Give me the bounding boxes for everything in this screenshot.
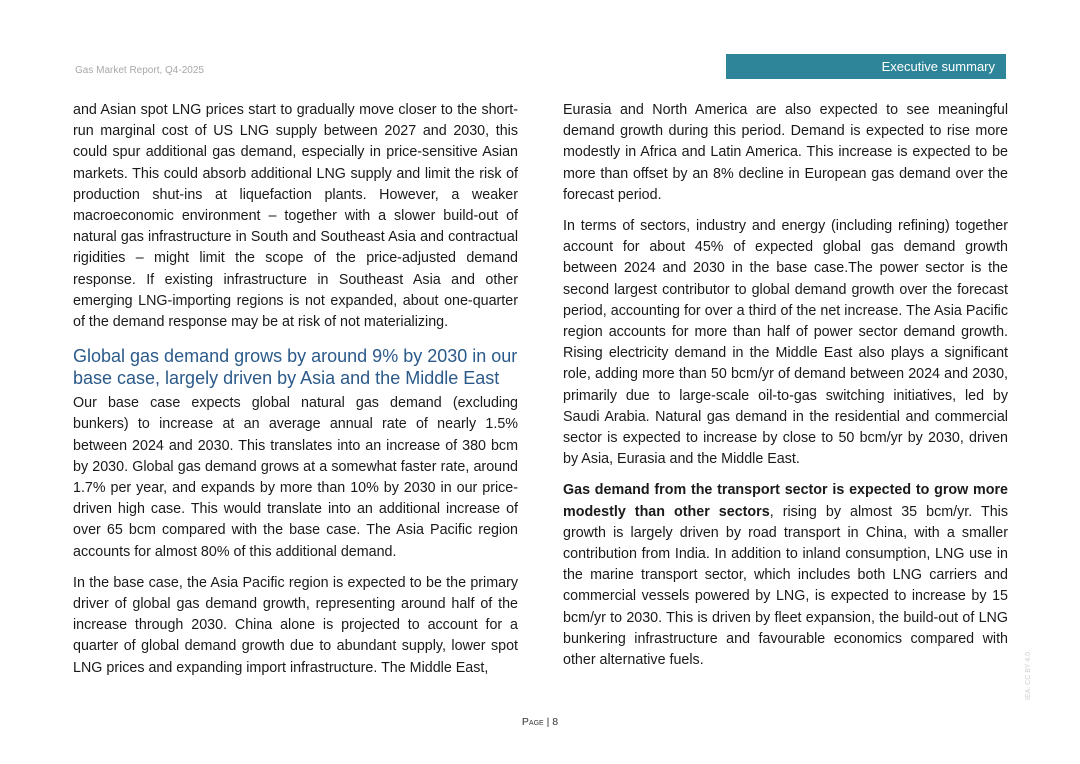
page-separator: |	[543, 716, 553, 728]
paragraph: and Asian spot LNG prices start to gradually move closer to the short-run marginal cost of US LNG supply between 2027 and 2030, this could spur additional gas demand, especially in price-sensitive Asian markets. This could absorb additional LNG supply and limit the risk of production shut-ins at liquefaction plants. However, a weaker macroeconomic environment – together with a slower build-out of natural gas infrastructure in South and Southeast Asia and contractual rigidities – might limit the scope of the price-adjusted demand response. If existing infrastructure in Southeast Asia and other emerging LNG-importing regions is not expanded, about one-quarter of the demand response may be at risk of not materializing.	[73, 102, 518, 331]
page-label: Page	[521, 716, 544, 728]
left-column	[73, 100, 518, 689]
section-label: Executive summary	[726, 54, 1006, 79]
section-heading: Global gas demand grows by around 9% by 2030 in our base case, largely driven by Asia and the Middle East	[73, 346, 518, 389]
bold-lead: Gas demand from the transport sector is expected to grow more modestly than other sectors	[563, 482, 1008, 520]
report-title: Gas Market Report, Q4-2025	[75, 65, 204, 76]
page-number-value: 8	[552, 716, 559, 728]
paragraph-text: , rising by almost 35 bcm/yr. This growth is largely driven by road transport in China, with a smaller contribution from India. In addition to inland consumption, LNG use in the marine transport sector, which includes both LNG carriers and commercial vessels powered by LNG, is expected to increase by 15 bcm/yr to 2030. This is driven by fleet expansion, the build-out of LNG bunkering infrastructure and favourable economics compared with other alternative fuels.	[563, 503, 1009, 669]
page-number	[0, 716, 1080, 728]
paragraph: In terms of sectors, industry and energy (including refining) together account for about 45% of expected global gas demand growth between 2024 and 2030 in the base case.The power sector is the second largest contributor to global demand growth over the forecast period, accounting for over a third of the net increase. The Asia Pacific region accounts for more than half of power sector demand growth. Rising electricity demand in the Middle East also plays a significant role, adding more than 50 bcm/yr of demand between 2024 and 2030, primarily due to large-scale oil-to-gas switching initiatives, led by Saudi Arabia. Natural gas demand in the residential and commercial sector is expected to increase by close to 50 bcm/yr by 2030, driven by Asia, Eurasia and the Middle East.	[563, 218, 1008, 468]
paragraph	[563, 480, 1008, 671]
paragraph: Eurasia and North America are also expected to see meaningful demand growth during this period. Demand is expected to rise more modestly in Africa and Latin America. This increase is expected to be more than offset by an 8% decline in European gas demand over the forecast period.	[563, 102, 1008, 203]
right-column	[563, 100, 1008, 681]
paragraph: In the base case, the Asia Pacific region is expected to be the primary driver of global gas demand growth, representing around half of the increase through 2030. China alone is projected to account for a quarter of global demand growth due to abundant supply, lower spot LNG prices and expanding import infrastructure. The Middle East,	[73, 574, 518, 676]
license-notice: IEA. CC BY 4.0.	[1025, 649, 1032, 700]
paragraph: Our base case expects global natural gas demand (excluding bunkers) to increase at an average annual rate of nearly 1.5% between 2024 and 2030. This translates into an increase of 380 bcm by 2030. Global gas demand grows at a somewhat faster rate, around 1.7% per year, and expands by more than 10% by 2030 in our price-driven high case. This would translate into an additional increase of over 65 bcm compared with the base case. The Asia Pacific region accounts for almost 80% of this additional demand.	[73, 395, 518, 560]
